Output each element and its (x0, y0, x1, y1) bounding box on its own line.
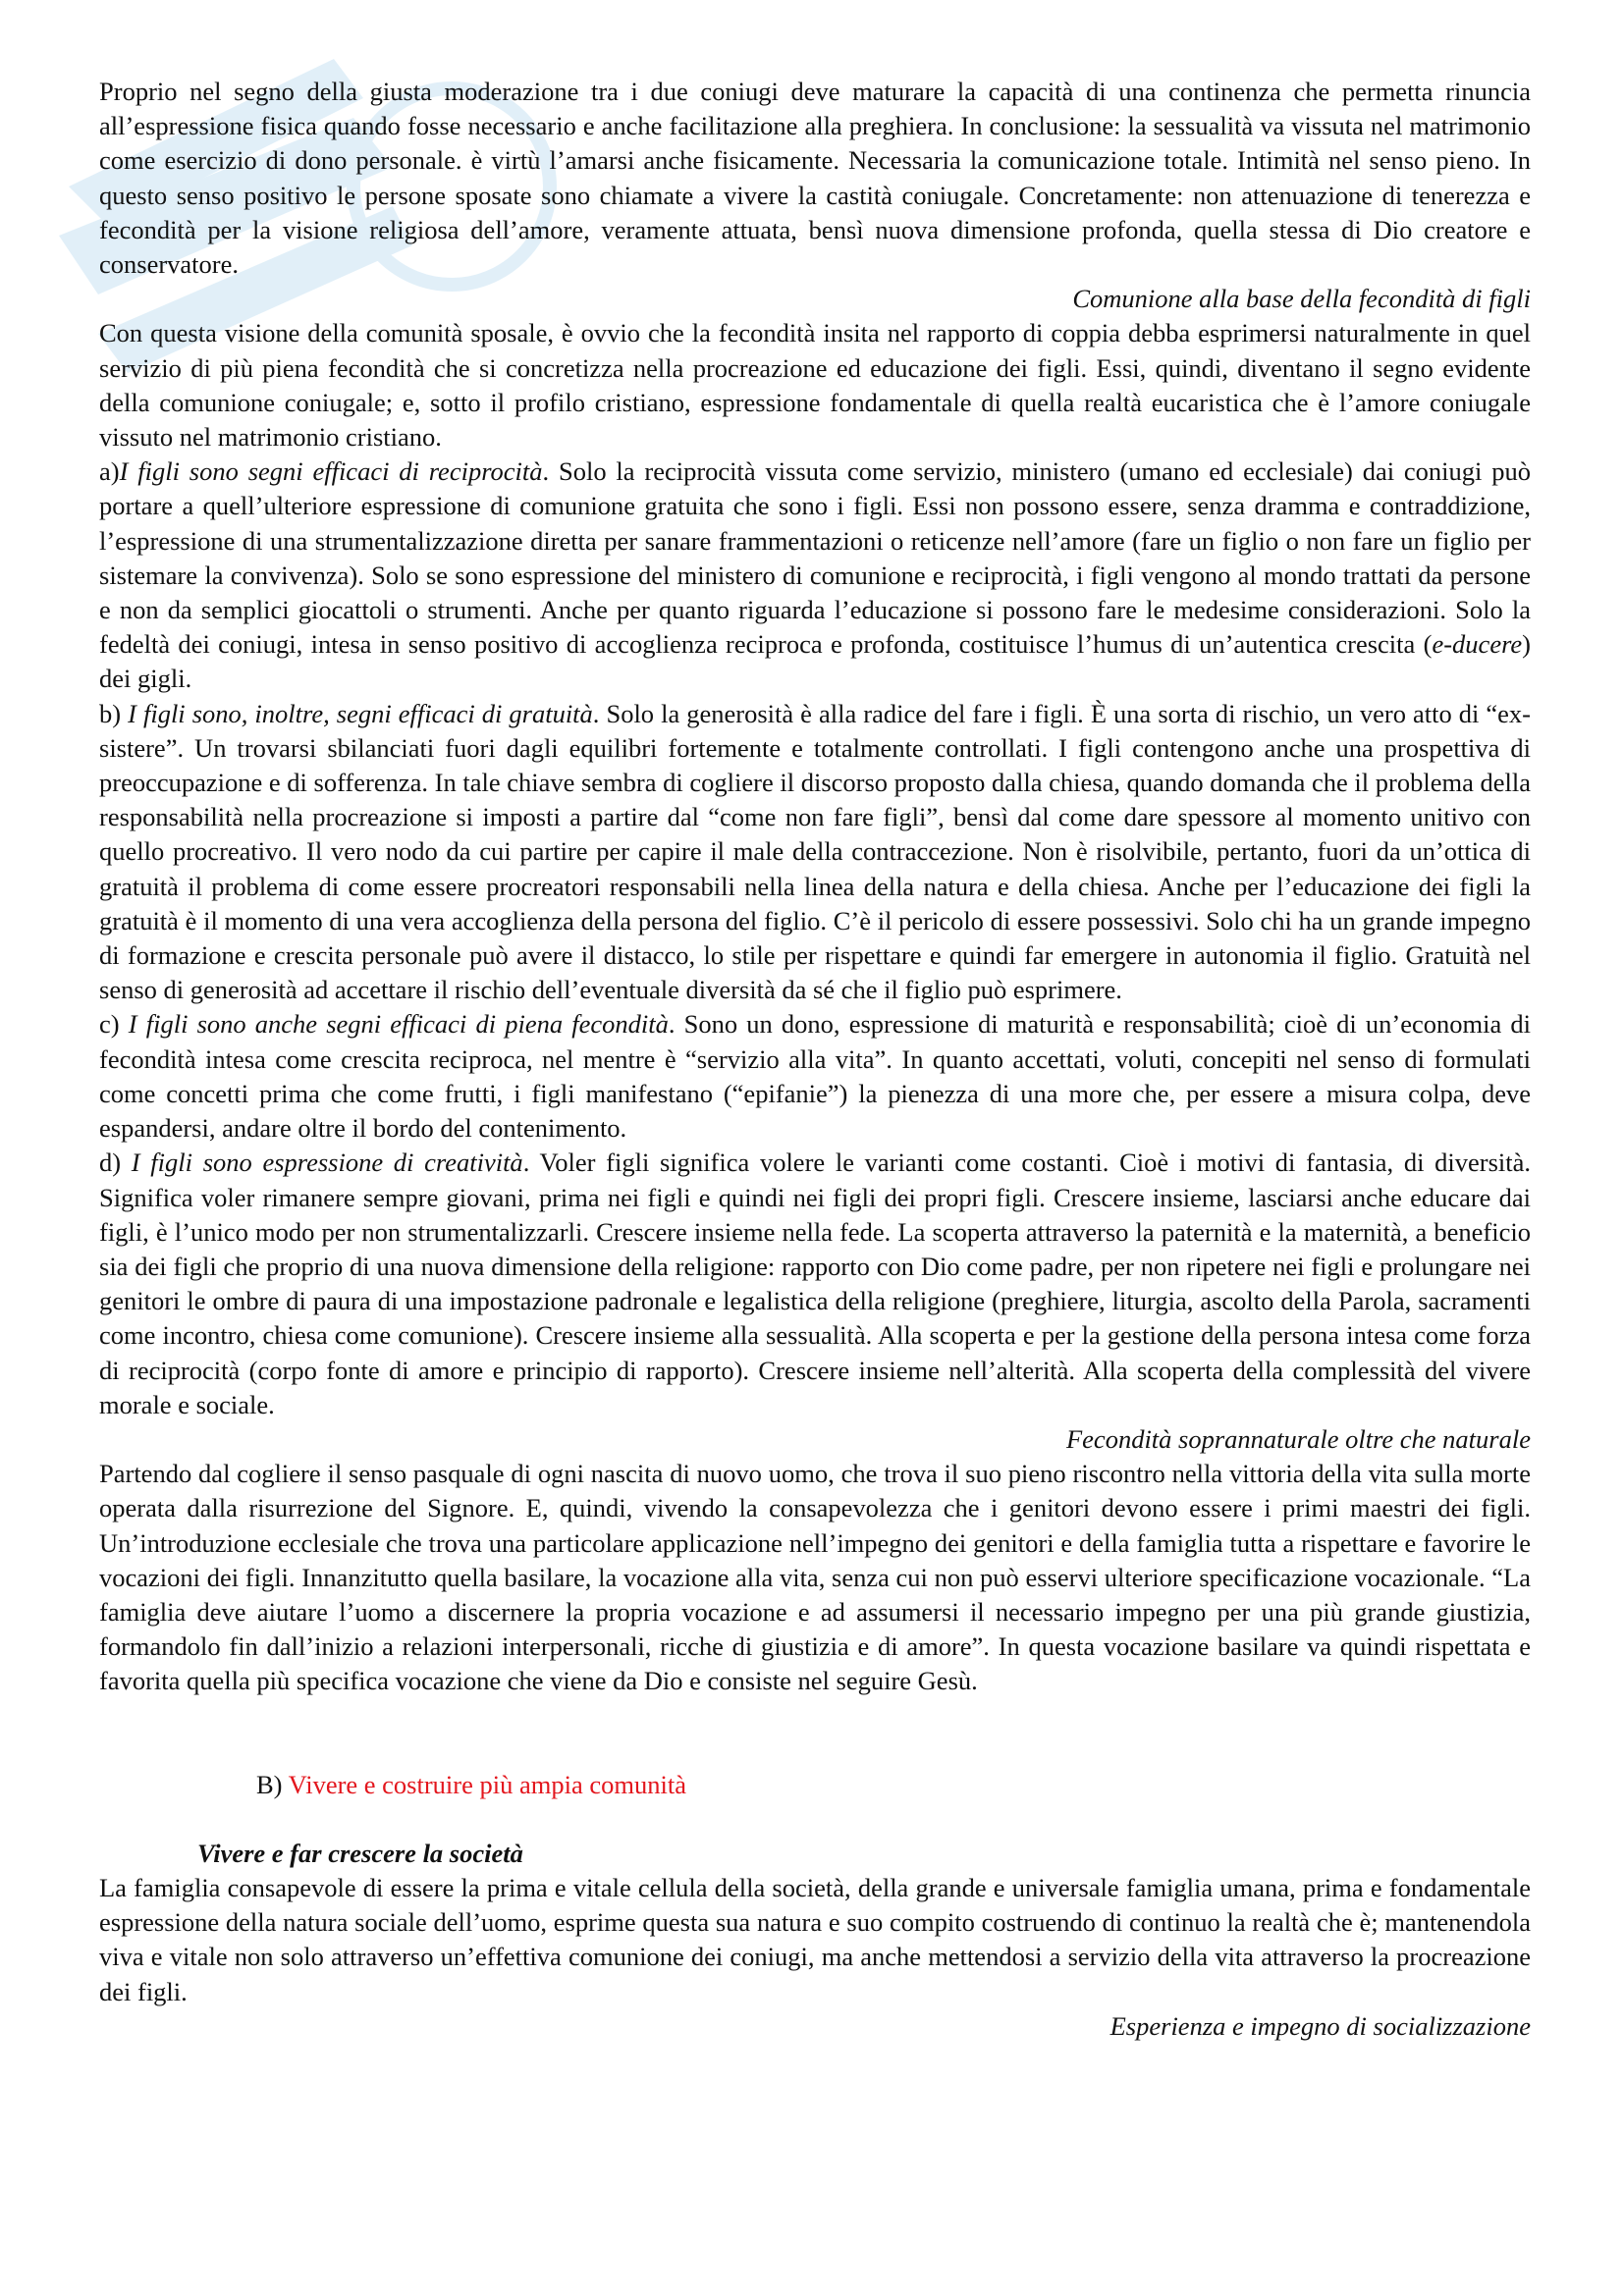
paragraph-visione-comunita: Con questa visione della comunità sposale, è ovvio che la fecondità insita nel rapporto di coppia debba esprimersi naturalmente in quel servizio di più piena fecondità che si concretizza nella procreazione ed educazione dei figli. Essi, quindi, diventano il segno evidente della comunione coniugale; e, sotto il profilo cristiano, espressione fondamentale di quella realtà eucaristica che è l’amore coniugale vissuto nel matrimonio cristiano. (99, 318, 1531, 453)
item-b-text: . Solo la generosità è alla radice del fare i figli. È una sorta di rischio, un vero atto di “ex-sistere”. Un trovarsi sbilanciati fuori dagli equilibri fortemente e totalmente controllati. I figli contengono anche una prospettiva di preoccupazione e di sofferenza. In tale chiave sembra di cogliere il discorso proposto dalla chiesa, quando domanda che il problema della responsabilità nella procreazione si imposti a partire dal “come non fare figli”, bensì dal come dare spessore al momento unitivo con quello procreativo. Il vero nodo da cui partire per capire il male della contraccezione. Non è risolvibile, pertanto, fuori da un’ottica di gratuità il problema di come essere procreatori responsabili nella linea della natura e della chiesa. Anche per l’educazione dei figli la gratuità è il momento di una vera accoglienza della persona del figlio. C’è il pericolo di essere possessivi. Solo chi ha un grande impegno di formazione e crescita personale può avere il distacco, lo stile per rispettare e quindi far emergere in autonomia il figlio. Gratuità nel senso di generosità ad accettare il rischio dell’eventuale diversità da sé che il figlio può esprimere. (99, 698, 1531, 1005)
item-b-heading: I figli sono, inoltre, segni efficaci di gratuità (128, 698, 593, 728)
item-c-prefix: c) (99, 1009, 129, 1040)
section-b-heading (256, 1768, 1531, 1802)
subheading-societa: Vivere e far crescere la società (197, 1838, 523, 1868)
heading-socializzazione: Esperienza e impegno di socializzazione (1109, 2010, 1531, 2041)
paragraph-c-fecondita (99, 1007, 1531, 1146)
item-d-prefix: d) (99, 1148, 132, 1178)
item-a-end: ) dei gigli. (99, 629, 1531, 694)
item-d-text: . Voler figli significa volere le varianti come costanti. Cioè i motivi di fantasia, di diversità. Significa voler rimanere sempre giovani, prima nei figli e quindi nei figli dei propri figli. Crescere insieme, lasciarsi anche educare dai figli, è l’unico modo per non strumentalizzarli. Crescere insieme nella fede. La scoperta attraverso la paternità e la maternità, a beneficio sia dei figli che proprio di una nuova dimensione della religione: rapporto con Dio come padre, per non ripetere nei figli e prolungare nei genitori le ombre di paura di una impostazione padronale e legalistica della religione (preghiere, liturgia, ascolto della Parola, sacramenti come incontro, chiesa come comunione). Crescere insieme alla sessualità. Alla scoperta e per la gestione della persona intesa come forza di reciprocità (corpo fonte di amore e principio di rapporto). Crescere insieme nell’alterità. Alla scoperta della complessità del vivere morale e sociale. (99, 1148, 1532, 1419)
item-a-text: . Solo la reciprocità vissuta come servizio, ministero (umano ed ecclesiale) dai coniugi può portare a quell’ulteriore espressione di comunione gratuita che sono i figli. Essi non possono essere, senza dramma e contraddizione, l’espressione di una strumentalizzazione diretta per sanare frammentazioni o reticenze nell’amore (fare un figlio o non fare un figlio per sistemare la convivenza). Solo se sono espressione del ministero di comunione e reciprocità, i figli vengono al mondo trattati da persone e non da semplici giocattoli o strumenti. Anche per quanto riguarda l’educazione si possono fare le medesime considerazioni. Solo la fedeltà dei coniugi, intesa in senso positivo di accoglienza reciproca e profonda, costituisce l’humus di un’autentica crescita ( (99, 456, 1531, 660)
document-page (99, 75, 1531, 2044)
section-b-title: Vivere e costruire più ampia comunità (288, 1769, 686, 1799)
heading-fecondita-soprannaturale: Fecondità soprannaturale oltre che naturale (1065, 1423, 1531, 1454)
section-spacer (99, 1699, 1531, 1768)
paragraph-famiglia-cellula: La famiglia consapevole di essere la prima e vitale cellula della società, della grande e universale famiglia umana, prima e fondamentale espressione della natura sociale dell’uomo, esprime questa sua natura e suo compito costruendo di continuo la realtà che è; mantenendola viva e vitale non solo attraverso un’effettiva comunione dei coniugi, ma anche mettendosi a servizio della vita attraverso la procreazione dei figli. (99, 1872, 1531, 2006)
paragraph-d-creativita (99, 1146, 1531, 1422)
subsection-spacer (99, 1802, 1531, 1837)
item-a-educere: e-ducere (1432, 629, 1523, 660)
item-c-text: . Sono un dono, espressione di maturità e responsabilità; cioè di un’economia di fecondità intesa come crescita reciproca, nel mentre è “servizio alla vita”. In quanto accettati, voluti, concepiti nel senso di formulati come concetti prima che come frutti, i figli manifestano (“epifanie”) la pienezza di una more che, per essere a misura colpa, deve espandersi, andare oltre il bordo del contenimento. (99, 1009, 1531, 1144)
paragraph-continenza: Proprio nel segno della giusta moderazione tra i due coniugi deve maturare la capacità di una continenza che permetta rinuncia all’espressione fisica quando fosse necessario e anche facilitazione alla preghiera. In conclusione: la sessualità va vissuta nel matrimonio come esercizio di dono personale. è virtù l’amarsi anche fisicamente. Necessaria la comunicazione totale. Intimità nel senso pieno. In questo senso positivo le persone sposate sono chiamate a vivere la castità coniugale. Concretamente: non attenuazione di tenerezza e fecondità per la visione religiosa dell’amore, veramente attuata, bensì nuova dimensione profonda, quella stessa di Dio creatore e conservatore. (99, 77, 1531, 280)
item-a-prefix: a) (99, 456, 120, 487)
item-a-heading: I figli sono segni efficaci di reciprocità (119, 456, 543, 487)
paragraph-b-gratuita (99, 697, 1531, 1008)
heading-comunione-fecondita: Comunione alla base della fecondità di figli (1072, 284, 1531, 314)
section-b-prefix: B) (256, 1769, 289, 1799)
paragraph-senso-pasquale: Partendo dal cogliere il senso pasquale di ogni nascita di nuovo uomo, che trova il suo pieno riscontro nella vittoria della vita sulla morte operata dalla risurrezione del Signore. E, quindi, vivendo la consapevolezza che i genitori devono essere i primi maestri dei figli. Un’introduzione ecclesiale che trova una particolare applicazione nell’impegno dei genitori e della famiglia tutta a rispettare e favorire le vocazioni dei figli. Innanzitutto quella basilare, la vocazione alla vita, senza cui non può esservi ulteriore specificazione vocazionale. “La famiglia deve aiutare l’uomo a discernere la propria vocazione e ad assumersi il necessario impegno per una più grande giustizia, formandolo fin dall’inizio a relazioni interpersonali, ricche di giustizia e di amore”. In questa vocazione basilare va quindi rispettata e favorita quella più specifica vocazione che viene da Dio e consiste nel seguire Gesù. (99, 1459, 1531, 1696)
item-b-prefix: b) (99, 698, 129, 728)
paragraph-a-reciprocita (99, 454, 1531, 696)
item-c-heading: I figli sono anche segni efficaci di piena fecondità (128, 1009, 669, 1040)
item-d-heading: I figli sono espressione di creatività (131, 1148, 523, 1178)
